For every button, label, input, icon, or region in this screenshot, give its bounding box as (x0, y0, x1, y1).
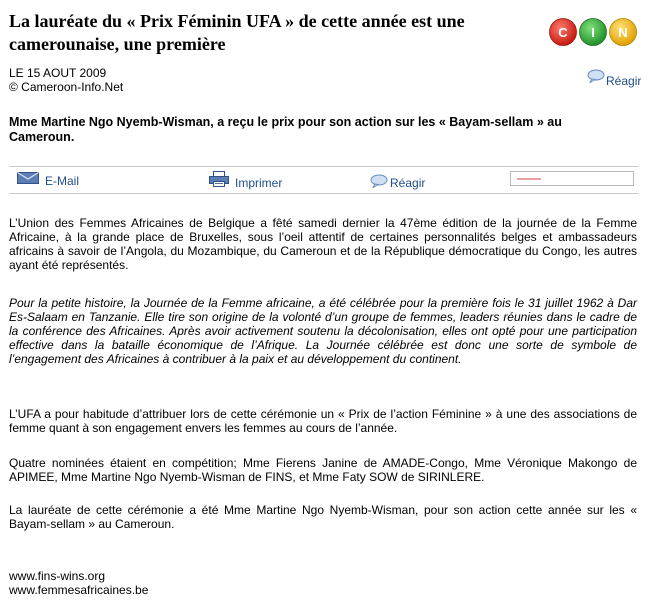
article-lead: Mme Martine Ngo Nyemb-Wisman, a reçu le prix pour son action sur les « Bayam-sellam » au Cameroun. (9, 115, 562, 144)
cin-logo-icon (548, 16, 640, 48)
paragraph-2: Pour la petite histoire, la Journée de la Femme africaine, a été célébrée pour la première fois le 31 juillet 1962 à Dar Es-Salaam en Tanzanie. Elle tire son origine de la volonté d’un groupe de femmes, leaders réunies dans le cadre de la conférence des Africaines. Après avoir activement soutenu la décolonisation, elles ont opté pour une participation effective dans la bataille économique de l’Afrique. La Journée célébrée est donc une sorte de symbole de l’engagement des Africaines à contribuer à la paix et au développement du continent. (9, 296, 637, 366)
article-source: © Cameroon-Info.Net (9, 80, 124, 94)
article-meta (9, 66, 123, 94)
email-label: E-Mail (45, 174, 80, 188)
paragraph-1: L’Union des Femmes Africaines de Belgique a fêté samedi dernier la 47ème édition de la journée de la Femme Africaine, à la grande place de Bruxelles, sous l’oeil attentif de certaines personnalités belges et ambassadeurs africains à savoir de l’Angola, du Mozambique, du Cameroun et de la République démocratique du Congo, les autres ayant été représentés. (9, 216, 637, 272)
reagir-top-label: Réagir (606, 74, 642, 88)
paragraph-5: La lauréate de cette cérémonie a été Mme Martine Ngo Nyemb-Wisman, pour son action cette année sur les « Bayam-sellam » au Cameroun. (9, 503, 637, 531)
logo-letter-c: C (558, 25, 568, 40)
toolbar-divider-top (9, 166, 639, 167)
reagir-button[interactable] (370, 171, 425, 190)
article-title: La lauréate du « Prix Féminin UFA » de cette année est une camerounaise, une première (9, 11, 465, 54)
logo-letter-i: I (591, 25, 595, 40)
cin-logo[interactable] (548, 16, 640, 48)
share-box-indicator (517, 178, 541, 180)
speech-bubble-icon (370, 174, 388, 188)
toolbar-divider-bottom (9, 193, 639, 194)
paragraph-4: Quatre nominées étaient en compétition; Mme Fierens Janine de AMADE-Congo, Mme Véronique Makongo de APIMEE, Mme Martine Ngo Nyemb-Wisman de FINS, et Mme Faty SOW de SIRINLERE. (9, 456, 637, 484)
share-box[interactable] (510, 171, 634, 186)
printer-icon (209, 171, 229, 190)
source-links (9, 569, 148, 597)
reagir-top-link[interactable] (587, 71, 641, 88)
link-femmesafricaines[interactable]: www.femmesafricaines.be (9, 583, 149, 597)
print-button[interactable] (209, 171, 282, 190)
logo-letter-n: N (618, 25, 628, 40)
paragraph-3: L’UFA a pour habitude d’attribuer lors de cette cérémonie un « Prix de l’action Féminine » à une des associations de femme quant à son engagement envers les femmes au cours de l’année. (9, 407, 637, 435)
email-icon (17, 172, 39, 187)
speech-bubble-icon (587, 69, 605, 83)
article-date: LE 15 AOUT 2009 (9, 66, 107, 80)
link-fins-wins[interactable]: www.fins-wins.org (9, 569, 106, 583)
reagir-label: Réagir (390, 176, 426, 190)
email-button[interactable] (17, 171, 79, 188)
print-label: Imprimer (235, 175, 283, 190)
